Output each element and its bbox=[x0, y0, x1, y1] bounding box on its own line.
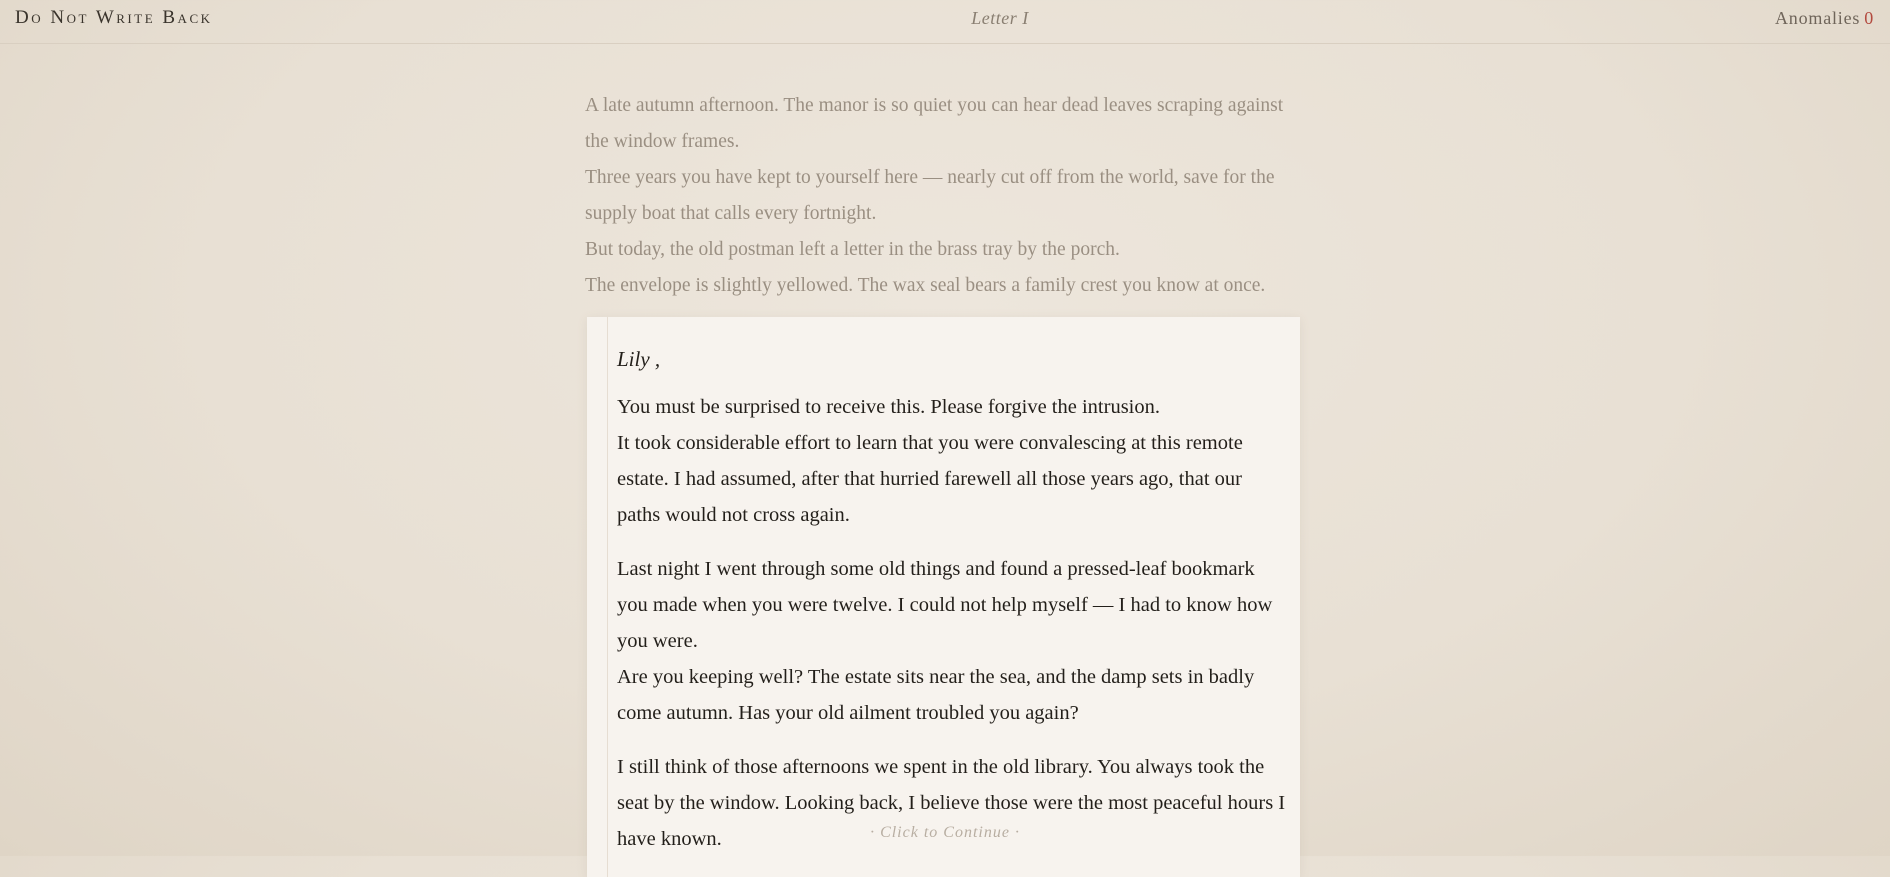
letter-paragraph: It took considerable effort to learn that you were convalescing at this remote estate. I had assumed, after that hurried farewell all those years ago, that our paths would not cross again. bbox=[617, 432, 1243, 526]
letter-indicator bbox=[900, 8, 1100, 29]
narration-line: But today, the old postman left a letter in the brass tray by the porch. bbox=[585, 239, 1120, 260]
letter-body bbox=[617, 341, 1287, 875]
letter-paragraph: Last night I went through some old things and found a pressed-leaf bookmark you made when you were twelve. I could not help myself — I had to know how you were. bbox=[617, 558, 1273, 652]
letter-paragraph: You must be surprised to receive this. Please forgive the intrusion. bbox=[617, 396, 1160, 418]
letter-paragraph: Are you keeping well? The estate sits near the sea, and the damp sets in badly come autumn. Has your old ailment troubled you again? bbox=[617, 666, 1255, 724]
letter-label: Letter I bbox=[971, 8, 1029, 28]
letter-section bbox=[617, 389, 1287, 533]
narration-text bbox=[585, 88, 1305, 304]
narration-line: Three years you have kept to yourself here — nearly cut off from the world, save for the supply boat that calls every fortnight. bbox=[585, 167, 1275, 224]
anomalies-counter bbox=[1775, 8, 1874, 29]
letter-paragraph: I still think of those afternoons we spent in the old library. You always took the seat by the window. Looking back, I believe those were the most peaceful hours I have known. bbox=[617, 756, 1286, 850]
letter-paper[interactable] bbox=[587, 317, 1300, 877]
anomalies-label: Anomalies bbox=[1775, 8, 1861, 28]
narration-line: A late autumn afternoon. The manor is so quiet you can hear dead leaves scraping against the window frames. bbox=[585, 95, 1284, 152]
anomalies-count: 0 bbox=[1864, 8, 1874, 28]
letter-salutation: Lily , bbox=[617, 347, 661, 371]
click-to-continue-prompt[interactable]: · Click to Continue · bbox=[870, 824, 1020, 841]
narration-line: The envelope is slightly yellowed. The wax seal bears a family crest you know at once. bbox=[585, 275, 1266, 296]
paper-margin-line bbox=[607, 317, 608, 877]
top-bar bbox=[0, 0, 1890, 44]
letter-section bbox=[617, 551, 1287, 731]
game-title: Do Not Write Back bbox=[15, 7, 213, 28]
